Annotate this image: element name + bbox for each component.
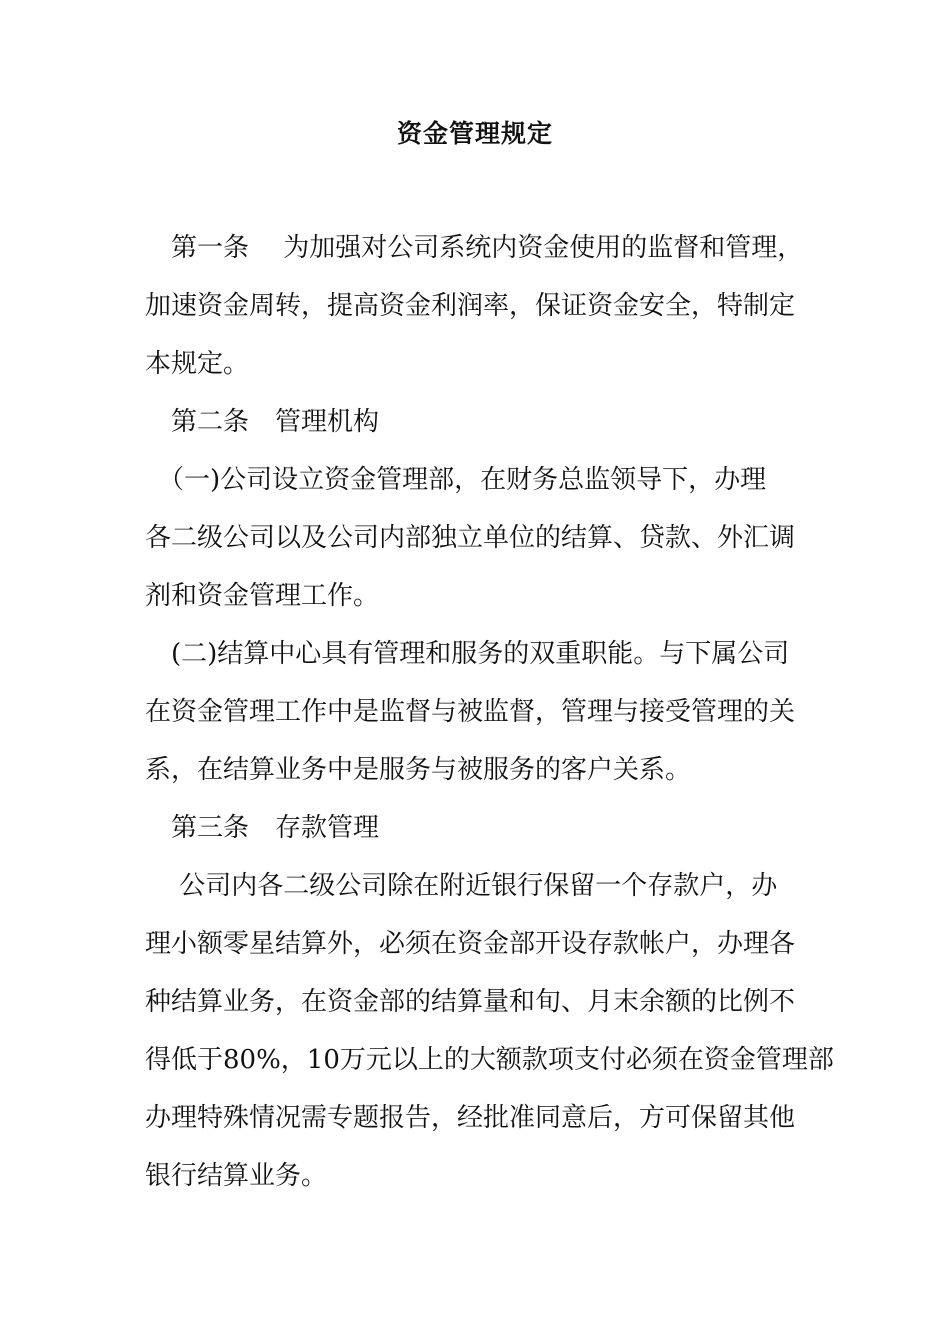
text-line: 系，在结算业务中是服务与被服务的客户关系。: [145, 755, 692, 785]
text-line: 各二级公司以及公司内部独立单位的结算、贷款、外汇调: [145, 523, 796, 553]
text-line: 办理特殊情况需专题报告，经批准同意后，方可保留其他: [145, 1103, 796, 1133]
text-line: 得低于80%，10万元以上的大额款项支付必须在资金管理部: [145, 1045, 834, 1075]
text-line: 公司内各二级公司除在附近银行保留一个存款户，办: [145, 871, 778, 901]
document-title: 资金管理规定: [396, 119, 553, 148]
text-line: 本规定。: [145, 349, 250, 379]
text-line: (二)结算中心具有管理和服务的双重职能。与下属公司: [145, 639, 790, 669]
text-line: 理小额零星结算外，必须在资金部开设存款帐户，办理各: [145, 929, 796, 959]
article-heading: 第三条 存款管理: [145, 813, 380, 843]
text-line: 剂和资金管理工作。: [145, 581, 380, 611]
text-line: 银行结算业务。: [145, 1161, 328, 1191]
article-heading: 第二条 管理机构: [145, 407, 380, 437]
text-line: 种结算业务，在资金部的结算量和旬、月末余额的比例不: [145, 987, 796, 1017]
text-line: 第一条 为加强对公司系统内资金使用的监督和管理，: [145, 233, 804, 263]
text-line: 在资金管理工作中是监督与被监督，管理与接受管理的关: [145, 697, 796, 727]
text-line: 加速资金周转，提高资金利润率，保证资金安全，特制定: [145, 291, 796, 321]
text-line: （一)公司设立资金管理部，在财务总监领导下，办理: [145, 465, 767, 495]
